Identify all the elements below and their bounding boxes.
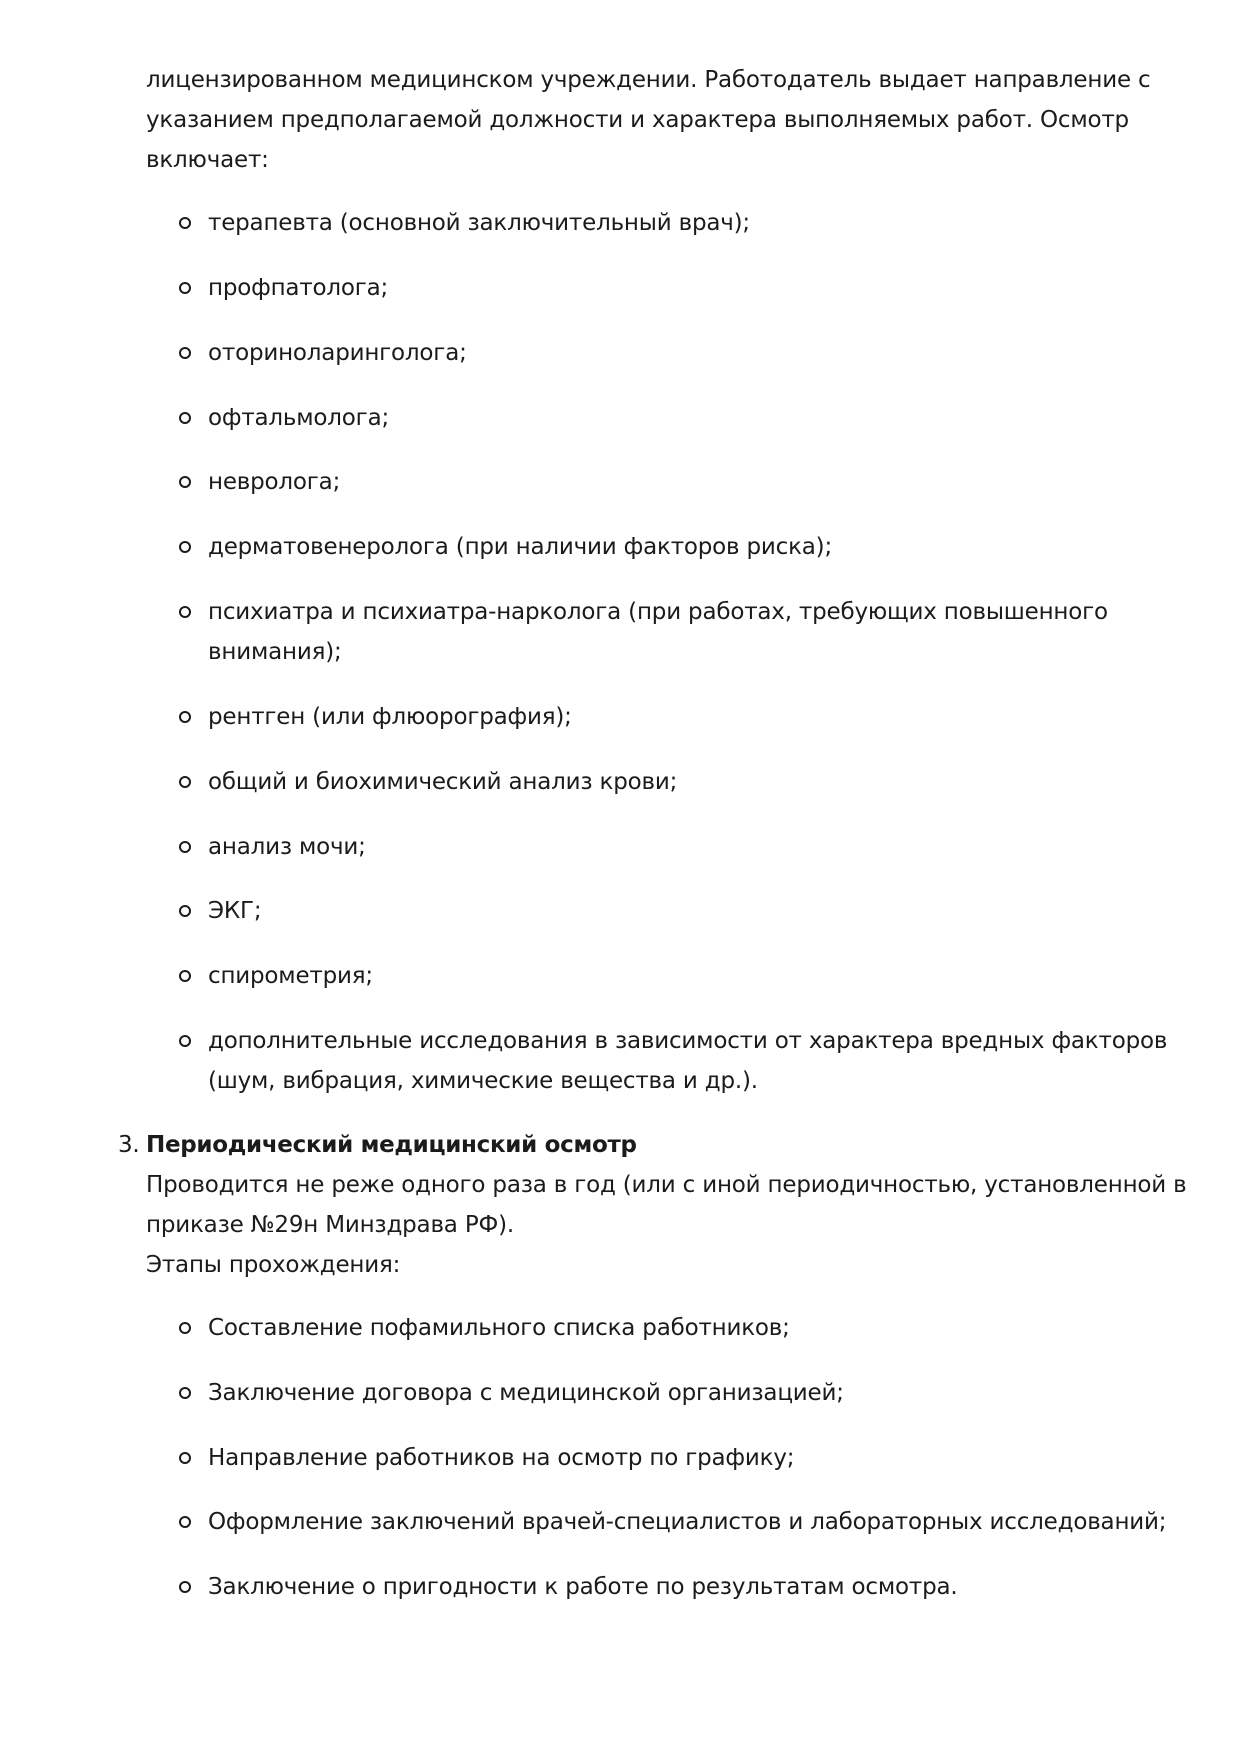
list-item-text: оториноларинголога; [208, 340, 467, 366]
circle-bullet-icon [179, 217, 191, 229]
circle-bullet-icon [179, 1516, 191, 1528]
circle-bullet-icon [179, 841, 191, 853]
circle-bullet-icon [179, 1581, 191, 1593]
list-item-text: внимания); [208, 639, 342, 665]
list-item [178, 527, 1138, 567]
circle-bullet-icon [179, 1035, 191, 1047]
list-item [178, 268, 1138, 308]
list-item-text: невролога; [208, 469, 341, 495]
circle-bullet-icon [179, 711, 191, 723]
circle-bullet-icon [179, 1452, 191, 1464]
list-item-text: рентген (или флюорография); [208, 704, 572, 730]
list-item [178, 398, 1138, 438]
circle-bullet-icon [179, 970, 191, 982]
list-item [178, 827, 1138, 867]
list-item [178, 1308, 1138, 1348]
list-item-text: Оформление заключений врачей-специалистов и лабораторных исследований; [208, 1509, 1167, 1535]
list-item-text: психиатра и психиатра-нарколога (при работах, требующих повышенного [208, 599, 1108, 625]
list-item-text: Составление пофамильного списка работников; [208, 1315, 790, 1341]
list-item [178, 697, 1138, 737]
circle-bullet-icon [179, 347, 191, 359]
circle-bullet-icon [179, 905, 191, 917]
list-item-text: дерматовенеролога (при наличии факторов риска); [208, 534, 832, 560]
intro-paragraph [146, 60, 1156, 180]
list-item-text: Заключение договора с медицинской организацией; [208, 1380, 844, 1406]
list-item-text: дополнительные исследования в зависимости от характера вредных факторов [208, 1028, 1168, 1054]
circle-bullet-icon [179, 1387, 191, 1399]
section-3-paragraph [146, 1165, 1187, 1285]
list-item [178, 891, 1138, 931]
intro-line: включает: [146, 147, 269, 173]
list-item [178, 203, 1138, 243]
section-line: Этапы прохождения: [146, 1252, 401, 1278]
list-item [178, 592, 1138, 672]
list-item-text: спирометрия; [208, 963, 373, 989]
circle-bullet-icon [179, 476, 191, 488]
list-item-text: офтальмолога; [208, 405, 390, 431]
circle-bullet-icon [179, 606, 191, 618]
list-item-text: анализ мочи; [208, 834, 366, 860]
list-item-text: профпатолога; [208, 275, 389, 301]
circle-bullet-icon [179, 1322, 191, 1334]
circle-bullet-icon [179, 282, 191, 294]
list-item-text: (шум, вибрация, химические вещества и др.). [208, 1068, 758, 1094]
circle-bullet-icon [179, 412, 191, 424]
list-item [178, 1021, 1168, 1101]
list-item [178, 956, 1138, 996]
intro-line: указанием предполагаемой должности и характера выполняемых работ. Осмотр [146, 107, 1129, 133]
list-number: 3. [118, 1132, 140, 1158]
list-item-text: Направление работников на осмотр по графику; [208, 1445, 795, 1471]
section-line: приказе №29н Минздрава РФ). [146, 1212, 514, 1238]
circle-bullet-icon [179, 541, 191, 553]
list-item-text: терапевта (основной заключительный врач); [208, 210, 750, 236]
list-item-text: ЭКГ; [208, 898, 262, 924]
list-item [178, 762, 1138, 802]
list-item [178, 462, 1138, 502]
list-item [178, 1373, 1138, 1413]
section-heading: Периодический медицинский осмотр [146, 1132, 637, 1158]
intro-line: лицензированном медицинском учреждении. Работодатель выдает направление с [146, 67, 1151, 93]
list-item [178, 333, 1138, 373]
list-item [178, 1438, 1138, 1478]
list-item [178, 1567, 1138, 1607]
list-item [178, 1502, 1167, 1542]
list-item-text: общий и биохимический анализ крови; [208, 769, 678, 795]
circle-bullet-icon [179, 776, 191, 788]
list-item-text: Заключение о пригодности к работе по результатам осмотра. [208, 1574, 958, 1600]
section-line: Проводится не реже одного раза в год (или с иной периодичностью, установленной в [146, 1172, 1187, 1198]
